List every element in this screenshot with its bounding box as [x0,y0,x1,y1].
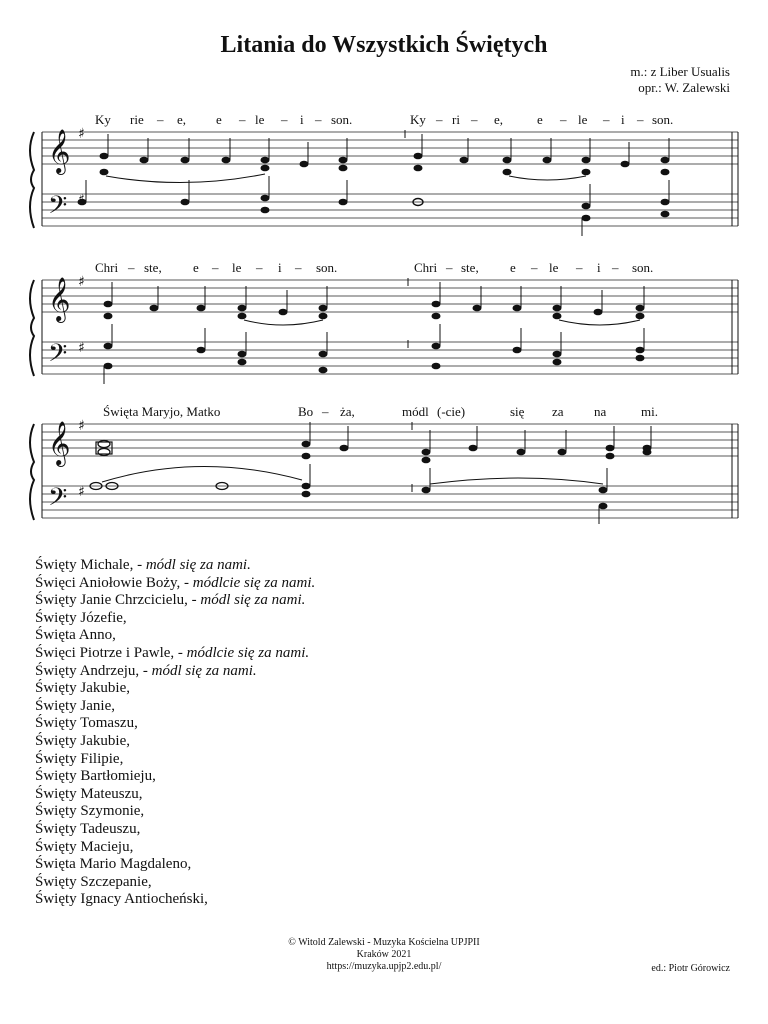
lyric-syllable: – [256,260,263,275]
litany-line [35,821,315,839]
lyric-syllable: (-cie) [437,404,466,419]
lyric-syllable: – [531,260,538,275]
lyric-syllable: – [315,112,322,127]
invocation: Święty Bartłomieju, [35,768,156,785]
lyric-syllable: Bo [298,404,314,419]
lyric-syllable: Chri [95,260,119,275]
copyright-line: © Witold Zalewski - Muzyka Kościelna UPJPII [288,937,480,948]
lyric-syllable: mi. [641,404,658,419]
response: - módlcie się za nami. [174,644,310,661]
lyric-syllable: ża, [340,404,355,419]
bass-staff [42,486,738,518]
sharp-icon: ♯ [78,340,85,356]
lyric-syllable: na [594,404,607,419]
lyric-syllable: le [255,112,265,127]
lyric-syllable: son. [652,112,674,127]
response: - módlcie się za nami. [180,574,316,591]
invocation: Święty Macieju, [35,838,134,855]
lyric-syllable: e [537,112,543,127]
sharp-icon: ♯ [78,274,85,290]
lyric-syllable: – [212,260,219,275]
treble-staff [42,280,738,312]
invocation: Święty Ignacy Antiocheński, [35,891,208,908]
invocation: Święty Janie, [35,697,115,714]
response: - módl się za nami. [187,592,306,609]
litany-line [35,751,315,769]
lyric-syllable: ri [452,112,460,127]
lyric-syllable: – [637,112,644,127]
brace [30,132,34,228]
lyric-syllable: le [232,260,242,275]
litany-line [35,645,315,663]
lyric-syllable: ste, [144,260,162,275]
lyric-syllable: e [510,260,516,275]
litany-line [35,803,315,821]
lyric-syllable: się [510,404,525,419]
lyric-syllable: i [621,112,625,127]
response: - módl się za nami. [133,557,251,573]
invocation: Święta Anno, [35,627,116,644]
litany-line [35,698,315,716]
bass-clef-icon: 𝄢 [48,191,68,226]
page-title: Litania do Wszystkich Świętych [220,32,548,58]
bass-notes [78,176,670,236]
treble-clef-icon: 𝄞 [48,277,71,321]
invocation: Święty Janie Chrzcicielu, [35,592,188,609]
place-date-line: Kraków 2021 [356,949,412,960]
litany-line [35,663,315,681]
sharp-icon: ♯ [78,418,85,434]
response: - módl się za nami. [139,662,257,679]
tie [559,320,640,325]
invocation: Święta Mario Magdaleno, [35,856,192,873]
bass-clef-icon: 𝄢 [48,339,68,374]
litany-line [35,856,315,874]
invocation: Święci Aniołowie Boży, [35,574,181,591]
composer-credit: m.: z Liber Usualis [630,64,730,79]
lyric-syllable: – [612,260,619,275]
lyric-syllable: rie [130,112,144,127]
litany-line [35,610,315,628]
slur [102,466,302,482]
invocation: Święty Tomaszu, [35,715,138,732]
invocation: Święty Filipie, [35,750,124,767]
treble-notes [96,422,652,463]
invocation: Święty Michale, [35,557,134,573]
litany-line [35,786,315,804]
bass-notes [104,324,645,384]
invocation: Święty Andrzeju, [35,662,140,679]
brace [30,280,34,376]
tie [106,174,265,183]
lyric-syllable: Ky [95,112,111,127]
lyric-syllable: e, [177,112,187,127]
lyric-syllable: e, [494,112,504,127]
invocation: Święty Józefie, [35,609,127,626]
lyric-syllable: – [576,260,583,275]
lyric-syllable: za [552,404,564,419]
litany-line [35,715,315,733]
lyric-syllable: ste, [461,260,479,275]
bass-clef-icon: 𝄢 [48,483,68,518]
tie [509,176,586,180]
bass-staff [42,194,738,226]
tie [430,478,603,484]
music-system-3 [20,412,748,547]
treble-notes [104,282,645,319]
bass-staff [42,342,738,374]
invocation: Święci Piotrze i Pawle, [35,644,175,661]
lyric-syllable: – [471,112,478,127]
invocation: Święty Jakubie, [35,680,130,697]
editor-credit: ed.: Piotr Górowicz [651,963,730,974]
lyric-syllable: – [603,112,610,127]
treble-clef-icon: 𝄞 [48,421,71,465]
litany-line [35,680,315,698]
lyric-syllable: – [239,112,246,127]
lyric-syllable: – [446,260,453,275]
sharp-icon: ♯ [78,484,85,500]
lyric-syllable: e [216,112,222,127]
sharp-icon: ♯ [78,126,85,142]
lyric-syllable: módl [402,404,429,419]
lyric-syllable: – [157,112,164,127]
brace [30,424,34,520]
lyric-syllable: e [193,260,199,275]
website-link[interactable]: https://muzyka.upjp2.edu.pl/ [326,961,442,972]
litany-line [35,874,315,892]
lyric-syllable: son. [632,260,654,275]
litany-line [35,592,315,610]
lyric-syllable: i [278,260,282,275]
lyric-syllable: – [281,112,288,127]
invocation: Święty Szymonie, [35,803,145,820]
litany-line [35,575,315,593]
invocation: Święty Tadeuszu, [35,820,141,837]
litany-line [35,627,315,645]
litany-list [35,557,315,909]
lyric-syllable: – [436,112,443,127]
lyric-syllable: – [128,260,135,275]
lyric-syllable: – [295,260,302,275]
lyric-syllable: son. [316,260,338,275]
arranger-credit: opr.: W. Zalewski [638,80,730,95]
litany-line [35,839,315,857]
lyric-syllable: i [597,260,601,275]
tie [244,320,323,325]
music-system-2 [20,268,748,403]
invocation: Święty Szczepanie, [35,873,152,890]
lyric-syllable: Święta Maryjo, Matko [103,404,221,419]
lyric-syllable: – [560,112,567,127]
treble-staff [42,424,738,456]
litany-line [35,557,315,575]
lyric-syllable: le [578,112,588,127]
lyric-syllable: son. [331,112,353,127]
invocation: Święty Jakubie, [35,732,130,749]
music-system-1 [20,120,748,255]
treble-clef-icon: 𝄞 [48,129,71,173]
lyric-syllable: Chri [414,260,438,275]
lyric-syllable: le [549,260,559,275]
litany-line [35,891,315,909]
litany-line [35,733,315,751]
lyric-syllable: – [322,404,329,419]
litany-line [35,768,315,786]
lyric-syllable: Ky [410,112,426,127]
lyric-syllable: i [300,112,304,127]
invocation: Święty Mateuszu, [35,785,143,802]
